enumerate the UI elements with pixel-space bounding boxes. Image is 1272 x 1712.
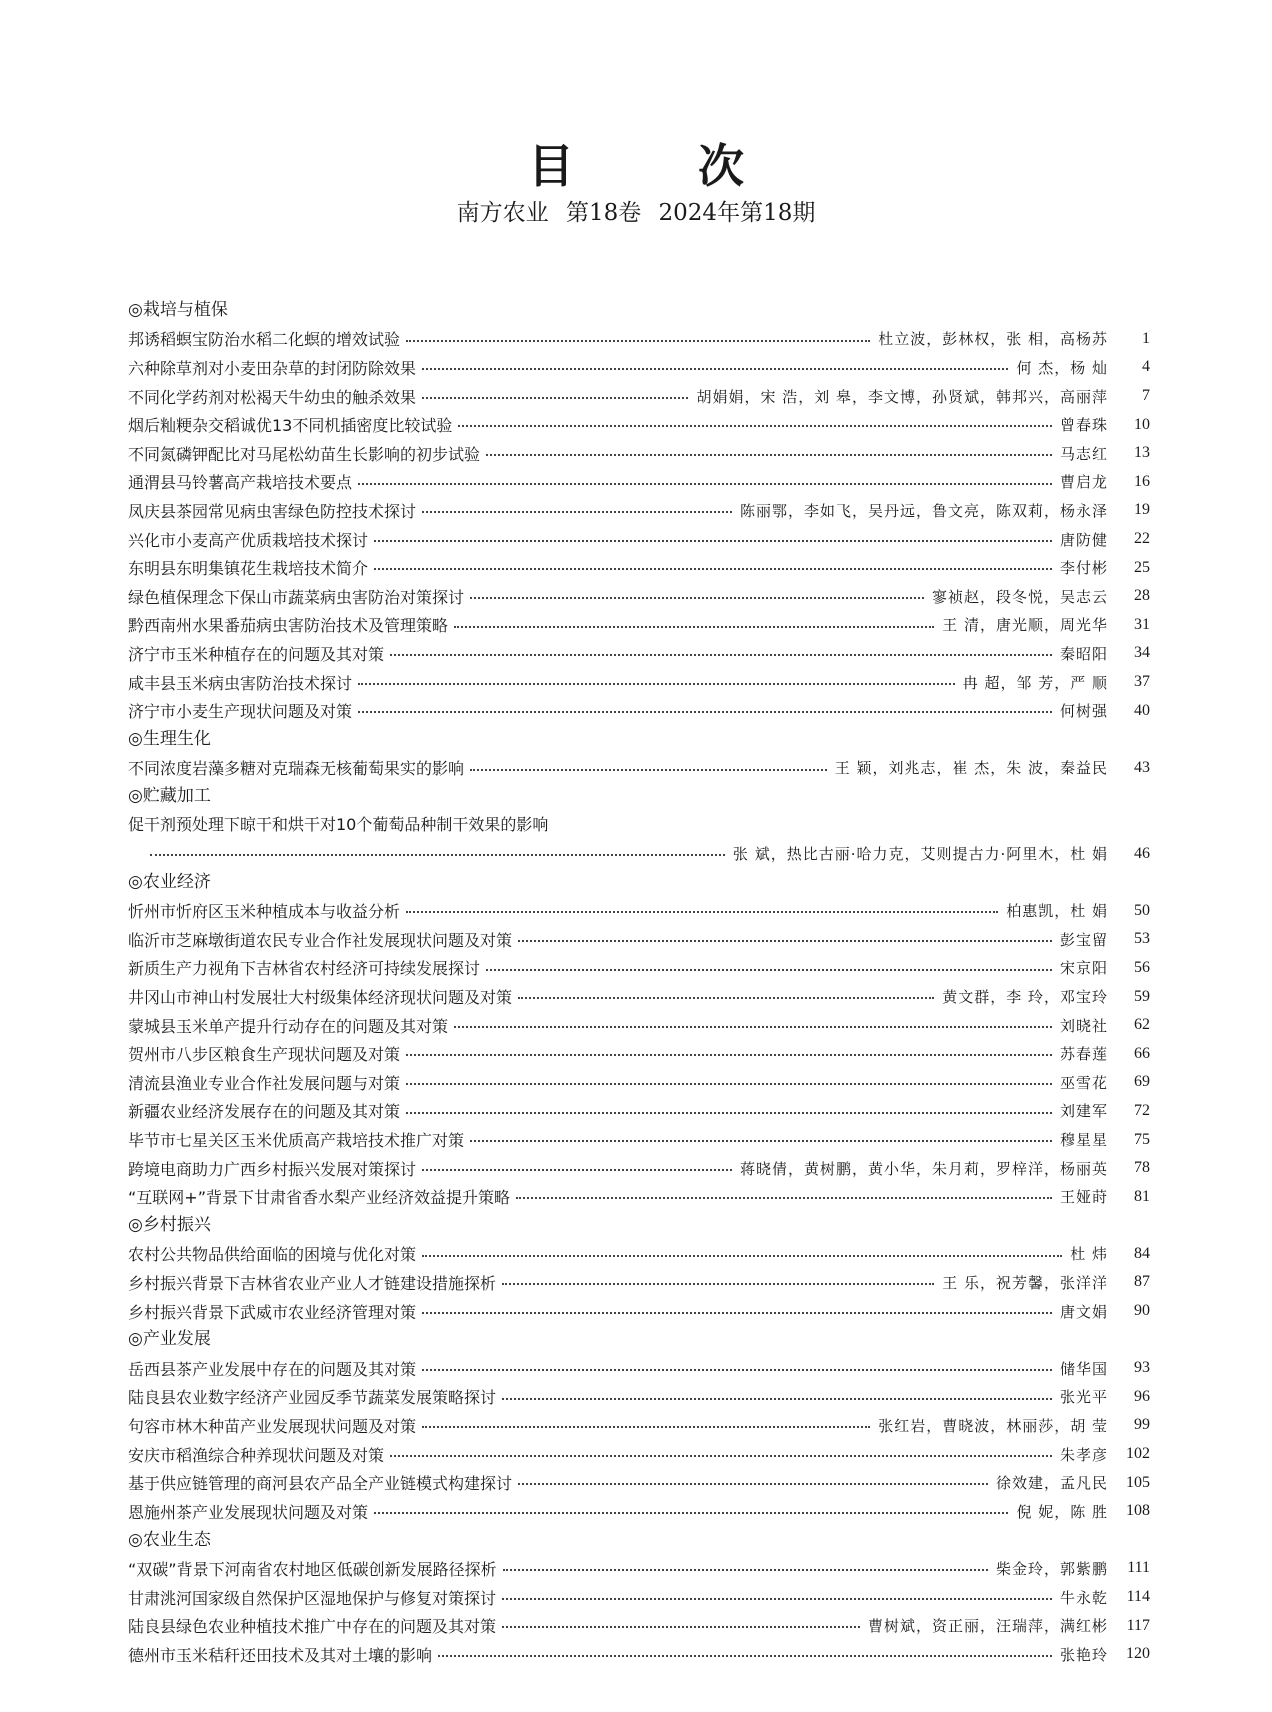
dot-leader [150,839,725,868]
toc-entry-authors: 王 乐，祝芳馨，张洋洋 [942,1273,1108,1292]
toc-entry[interactable] [128,1354,1150,1383]
toc-entry[interactable] [128,1097,1150,1126]
toc-entry-title[interactable]: 基于供应链管理的商河县农产品全产业链模式构建探讨 [128,1474,513,1494]
toc-entry-authors: 何 杰，杨 灿 [1016,358,1108,377]
toc-entry[interactable] [128,925,1150,954]
toc-entry-authors: 胡娟娟，宋 浩，刘 皋，李文博，孙贤斌，韩邦兴，高丽萍 [696,387,1108,406]
toc-entry-title[interactable]: 忻州市忻府区玉米种植成本与收益分析 [128,902,401,922]
dot-leader [502,1611,860,1640]
toc-entry-authors: 陈丽鄂，李如飞，吴丹远，鲁文亮，陈双莉，杨永泽 [739,501,1108,520]
toc-entry[interactable] [128,1468,1150,1497]
toc-entry-authors: 刘晓社 [1059,1016,1108,1035]
toc-entry-authors: 杜 炜 [1070,1245,1108,1264]
toc-entry-authors: 柏惠凯，杜 娟 [1006,902,1108,921]
toc-entry-authors: 秦昭阳 [1059,644,1108,663]
toc-entry[interactable] [128,410,1150,439]
toc-entry[interactable] [128,754,1150,783]
toc-entry[interactable] [128,496,1150,525]
toc-entry-page[interactable]: 105 [1126,1473,1150,1491]
toc-entry-title[interactable]: 贺州市八步区粮食生产现状问题及对策 [128,1045,401,1065]
toc-entry-page[interactable]: 1 [1142,329,1150,347]
toc-entry[interactable] [128,1240,1150,1269]
toc-entry-title[interactable]: 陆良县农业数字经济产业园反季节蔬菜发展策略探讨 [128,1388,497,1408]
toc-entry[interactable] [128,668,1150,697]
table-of-contents [128,296,1150,1669]
toc-entry-page[interactable]: 108 [1126,1502,1150,1520]
toc-entry-title[interactable]: 不同化学药剂对松褐天牛幼虫的触杀效果 [128,387,417,407]
toc-entry-authors: 张艳玲 [1059,1645,1108,1664]
dot-leader [470,754,827,783]
toc-entry-authors: 何树强 [1059,702,1108,721]
toc-entry-title[interactable]: 兴化市小麦高产优质栽培技术探讨 [128,530,369,550]
dot-leader [422,353,1008,382]
toc-entry-page[interactable]: 69 [1134,1073,1150,1091]
toc-entry[interactable] [128,1182,1150,1211]
toc-entry[interactable] [128,696,1150,725]
toc-entry-title[interactable]: 乡村振兴背景下武威市农业经济管理对策 [128,1302,417,1322]
toc-entry[interactable] [128,325,1150,354]
toc-entry-page[interactable]: 75 [1134,1130,1150,1148]
toc-entry[interactable] [128,1640,1150,1669]
toc-entry-authors: 黄文群，李 玲，邓宝玲 [942,988,1108,1007]
toc-entry[interactable] [128,982,1150,1011]
dot-leader [422,382,688,411]
toc-entry-page[interactable]: 53 [1134,930,1150,948]
section-heading: ◎乡村振兴 [128,1215,211,1235]
toc-entry-title[interactable]: 陆良县绿色农业种植技术推广中存在的问题及其对策 [128,1617,497,1637]
toc-entry-authors: 寥祯赵，段冬悦，吴志云 [931,587,1108,606]
dot-leader [374,525,1052,554]
dot-leader [390,1440,1052,1469]
toc-entry-page[interactable]: 56 [1134,958,1150,976]
toc-entry-title[interactable]: 跨境电商助力广西乡村振兴发展对策探讨 [128,1159,417,1179]
toc-entry-title[interactable]: 邦诱稻螟宝防治水稻二化螟的增效试验 [128,330,401,350]
toc-entry-title[interactable]: 安庆市稻渔综合种养现状问题及对策 [128,1445,385,1465]
toc-entry-title[interactable]: 六种除草剂对小麦田杂草的封闭防除效果 [128,358,417,378]
toc-entry-page[interactable]: 10 [1134,415,1150,433]
toc-entry-title[interactable]: 德州市玉米秸秆还田技术及其对土壤的影响 [128,1645,433,1665]
toc-entry[interactable] [128,582,1150,611]
dot-leader [390,639,1052,668]
toc-entry-page[interactable]: 37 [1134,673,1150,691]
toc-entry-page[interactable]: 72 [1134,1101,1150,1119]
toc-entry[interactable] [128,1125,1150,1154]
toc-entry-page[interactable]: 99 [1134,1416,1150,1434]
toc-entry-authors: 穆星星 [1059,1131,1108,1150]
dot-leader [502,1583,1052,1612]
toc-entry[interactable] [128,468,1150,497]
toc-entry-title[interactable]: 临沂市芝麻墩街道农民专业合作社发展现状问题及对策 [128,930,513,950]
toc-entry-authors: 李付彬 [1059,559,1108,578]
toc-entry-authors: 牛永乾 [1059,1588,1108,1607]
toc-entry-authors: 储华国 [1059,1359,1108,1378]
dot-leader [438,1640,1052,1669]
toc-entry[interactable] [128,1154,1150,1183]
toc-entry-title[interactable]: 济宁市小麦生产现状问题及对策 [128,702,353,722]
toc-entry-authors: 朱孝彦 [1059,1445,1108,1464]
toc-entry-authors: 巫雪花 [1059,1073,1108,1092]
toc-entry-title[interactable]: 烟后籼粳杂交稻诚优13不同机插密度比较试验 [128,416,453,436]
toc-entry-page[interactable]: 66 [1134,1044,1150,1062]
toc-entry-authors: 曹启龙 [1059,473,1108,492]
toc-entry-authors: 王 颖，刘兆志，崔 杰，朱 波，秦益民 [834,759,1108,778]
toc-entry-page[interactable]: 90 [1134,1302,1150,1320]
toc-entry-page[interactable]: 19 [1134,501,1150,519]
toc-entry[interactable] [128,553,1150,582]
toc-entry-page[interactable]: 46 [1134,844,1150,862]
toc-entry-authors: 王娅莳 [1059,1188,1108,1207]
toc-entry-title[interactable]: 蒙城县玉米单产提升行动存在的问题及其对策 [128,1016,449,1036]
toc-entry[interactable] [128,896,1150,925]
toc-entry-title[interactable]: 不同氮磷钾配比对马尾松幼苗生长影响的初步试验 [128,444,481,464]
toc-entry-title[interactable]: 恩施州茶产业发展现状问题及对策 [128,1502,369,1522]
toc-entry-title[interactable]: 不同浓度岩藻多糖对克瑞森无核葡萄果实的影响 [128,759,465,779]
dot-leader [470,582,924,611]
toc-entry-authors: 曾春珠 [1059,416,1108,435]
section-heading: ◎产业发展 [128,1329,211,1350]
dot-leader [422,496,732,525]
toc-entry-page[interactable]: 31 [1134,615,1150,633]
toc-entry[interactable] [128,1411,1150,1440]
dot-leader [503,1554,988,1583]
toc-entry-authors: 曹树斌，资正丽，汪瑞萍，满红彬 [867,1617,1108,1636]
dot-leader [406,1097,1052,1126]
dot-leader [458,410,1052,439]
section-heading: ◎农业经济 [128,871,211,892]
toc-entry-page[interactable]: 114 [1126,1588,1150,1606]
toc-entry[interactable] [128,1068,1150,1097]
dot-leader [422,1240,1062,1269]
toc-entry[interactable] [128,1440,1150,1469]
dot-leader [358,468,1052,497]
toc-entry-page[interactable]: 84 [1134,1244,1150,1262]
toc-entry-authors: 马志红 [1059,444,1108,463]
toc-entry-authors: 张 斌，热比古丽·哈力克，艾则提古力·阿里木，杜 娟 [732,845,1108,864]
toc-entry[interactable] [128,611,1150,640]
toc-entry-page[interactable]: 102 [1126,1445,1150,1463]
dot-leader [518,925,1052,954]
toc-entry-authors: 蒋晓倩，黄树鹏，黄小华，朱月莉，罗梓洋，杨丽英 [739,1159,1108,1178]
section-heading: ◎农业生态 [128,1529,211,1550]
toc-entry-title[interactable]: 济宁市玉米种植存在的问题及其对策 [128,644,385,664]
toc-entry-authors: 唐防健 [1059,530,1108,549]
toc-entry-authors: 倪 妮，陈 胜 [1016,1502,1108,1521]
toc-entry-title[interactable]: 甘肃洮河国家级自然保护区湿地保护与修复对策探讨 [128,1588,497,1608]
dot-leader [454,611,934,640]
toc-entry-authors: 张红岩，曹晓波，林丽莎，胡 莹 [878,1416,1108,1435]
toc-entry-page[interactable]: 62 [1134,1016,1150,1034]
toc-entry[interactable] [128,1268,1150,1297]
toc-entry[interactable] [128,839,1150,868]
dot-leader [422,1411,870,1440]
toc-entry-authors: 彭宝留 [1059,930,1108,949]
toc-entry-page[interactable]: 50 [1134,901,1150,919]
toc-entry-authors: 刘建军 [1059,1102,1108,1121]
toc-entry-page[interactable]: 120 [1126,1645,1150,1663]
toc-entry-page[interactable]: 93 [1134,1359,1150,1377]
toc-entry[interactable] [128,1011,1150,1040]
toc-entry-title[interactable]: 句容市林木种苗产业发展现状问题及对策 [128,1416,417,1436]
toc-entry-authors: 柴金玲，郭紫鹏 [995,1559,1108,1578]
toc-entry[interactable] [128,382,1150,411]
toc-entry-page[interactable]: 59 [1134,987,1150,1005]
toc-entry-title[interactable]: 井冈山市神山村发展壮大村级集体经济现状问题及对策 [128,988,513,1008]
dot-leader [422,1297,1052,1326]
toc-entry-authors: 王 清，唐光顺，周光华 [942,616,1108,635]
toc-entry-title[interactable]: 岳西县茶产业发展中存在的问题及其对策 [128,1359,417,1379]
toc-entry-authors: 杜立波，彭林权，张 相，高杨苏 [878,330,1108,349]
toc-entry-title[interactable]: 通渭县马铃薯高产栽培技术要点 [128,473,353,493]
toc-entry-page[interactable]: 81 [1134,1187,1150,1205]
toc-entry-page[interactable]: 40 [1134,701,1150,719]
dot-leader [358,668,955,697]
toc-entry-page[interactable]: 96 [1134,1387,1150,1405]
toc-entry-title[interactable]: 农村公共物品供给面临的困境与优化对策 [128,1245,417,1265]
dot-leader [406,325,870,354]
toc-entry-title[interactable]: “互联网+”背景下甘肃省香水梨产业经济效益提升策略 [128,1188,510,1208]
section-heading: ◎贮藏加工 [128,786,211,807]
toc-entry-title[interactable]: 新疆农业经济发展存在的问题及其对策 [128,1102,401,1122]
toc-entry-page[interactable]: 43 [1134,758,1150,776]
toc-entry-page[interactable]: 87 [1134,1273,1150,1291]
toc-entry-title[interactable]: 绿色植保理念下保山市蔬菜病虫害防治对策探讨 [128,587,465,607]
toc-entry-authors: 唐文娟 [1059,1302,1108,1321]
toc-entry-page[interactable]: 25 [1134,558,1150,576]
toc-entry-page[interactable]: 34 [1134,644,1150,662]
toc-entry-page[interactable]: 28 [1134,587,1150,605]
dot-leader [486,954,1052,983]
page-title: 目 次 [527,139,798,193]
dot-leader [470,1125,1052,1154]
toc-entry[interactable] [128,1611,1150,1640]
toc-entry-page[interactable]: 111 [1127,1559,1150,1577]
toc-entry-title[interactable]: 乡村振兴背景下吉林省农业产业人才链建设措施探析 [128,1273,497,1293]
toc-entry-title[interactable]: 黔西南州水果番茄病虫害防治技术及管理策略 [128,616,449,636]
toc-entry-authors: 冉 超，邹 芳，严 顺 [962,673,1108,692]
section-heading: ◎生理生化 [128,728,211,749]
toc-entry-title[interactable]: 清流县渔业专业合作社发展问题与对策 [128,1073,401,1093]
toc-entry[interactable] [128,1383,1150,1412]
dot-leader [518,1468,988,1497]
toc-entry-authors: 张光平 [1059,1388,1108,1407]
toc-entry-authors: 徐效建，孟凡民 [995,1474,1108,1493]
toc-entry[interactable] [128,639,1150,668]
toc-entry-page[interactable]: 78 [1134,1159,1150,1177]
dot-leader [518,982,934,1011]
dot-leader [406,1068,1052,1097]
toc-entry[interactable] [128,1039,1150,1068]
toc-entry-page[interactable]: 117 [1126,1616,1150,1634]
toc-entry[interactable] [128,439,1150,468]
toc-entry[interactable] [128,1297,1150,1326]
dot-leader [516,1182,1052,1211]
toc-entry[interactable] [128,1554,1150,1583]
toc-entry-page[interactable]: 4 [1142,358,1150,376]
toc-entry-authors: 苏春莲 [1059,1045,1108,1064]
toc-entry-authors: 宋京阳 [1059,959,1108,978]
toc-entry-title[interactable]: 咸丰县玉米病虫害防治技术探讨 [128,673,353,693]
toc-entry[interactable] [128,1583,1150,1612]
section-heading: ◎栽培与植保 [128,300,228,320]
dot-leader [502,1383,1052,1412]
dot-leader [358,696,1052,725]
dot-leader [454,1011,1052,1040]
toc-entry-page[interactable]: 13 [1134,444,1150,462]
toc-entry-page[interactable]: 7 [1142,387,1150,405]
toc-entry-title[interactable]: 凤庆县茶园常见病虫害绿色防控技术探讨 [128,501,417,521]
toc-entry-title[interactable]: “双碳”背景下河南省农村地区低碳创新发展路径探析 [128,1559,497,1579]
toc-entry[interactable] [128,353,1150,382]
toc-entry-title[interactable]: 新质生产力视角下吉林省农村经济可持续发展探讨 [128,959,481,979]
toc-entry[interactable] [128,1497,1150,1526]
toc-entry-title[interactable]: 促干剂预处理下晾干和烘干对10个葡萄品种制干效果的影响 [128,814,549,834]
dot-leader [502,1268,934,1297]
toc-entry-title[interactable]: 毕节市七星关区玉米优质高产栽培技术推广对策 [128,1131,465,1151]
toc-entry-page[interactable]: 22 [1134,530,1150,548]
toc-entry-page[interactable]: 16 [1134,472,1150,490]
dot-leader [422,1154,732,1183]
toc-entry[interactable] [128,525,1150,554]
dot-leader [374,1497,1008,1526]
dot-leader [422,1354,1052,1383]
toc-entry[interactable] [128,954,1150,983]
dot-leader [486,439,1052,468]
dot-leader [406,896,998,925]
journal-issue-subtitle: 南方农业 第18卷 2024年第18期 [456,200,816,226]
dot-leader [374,553,1052,582]
dot-leader [406,1039,1052,1068]
toc-entry-title[interactable]: 东明县东明集镇花生栽培技术简介 [128,559,369,579]
